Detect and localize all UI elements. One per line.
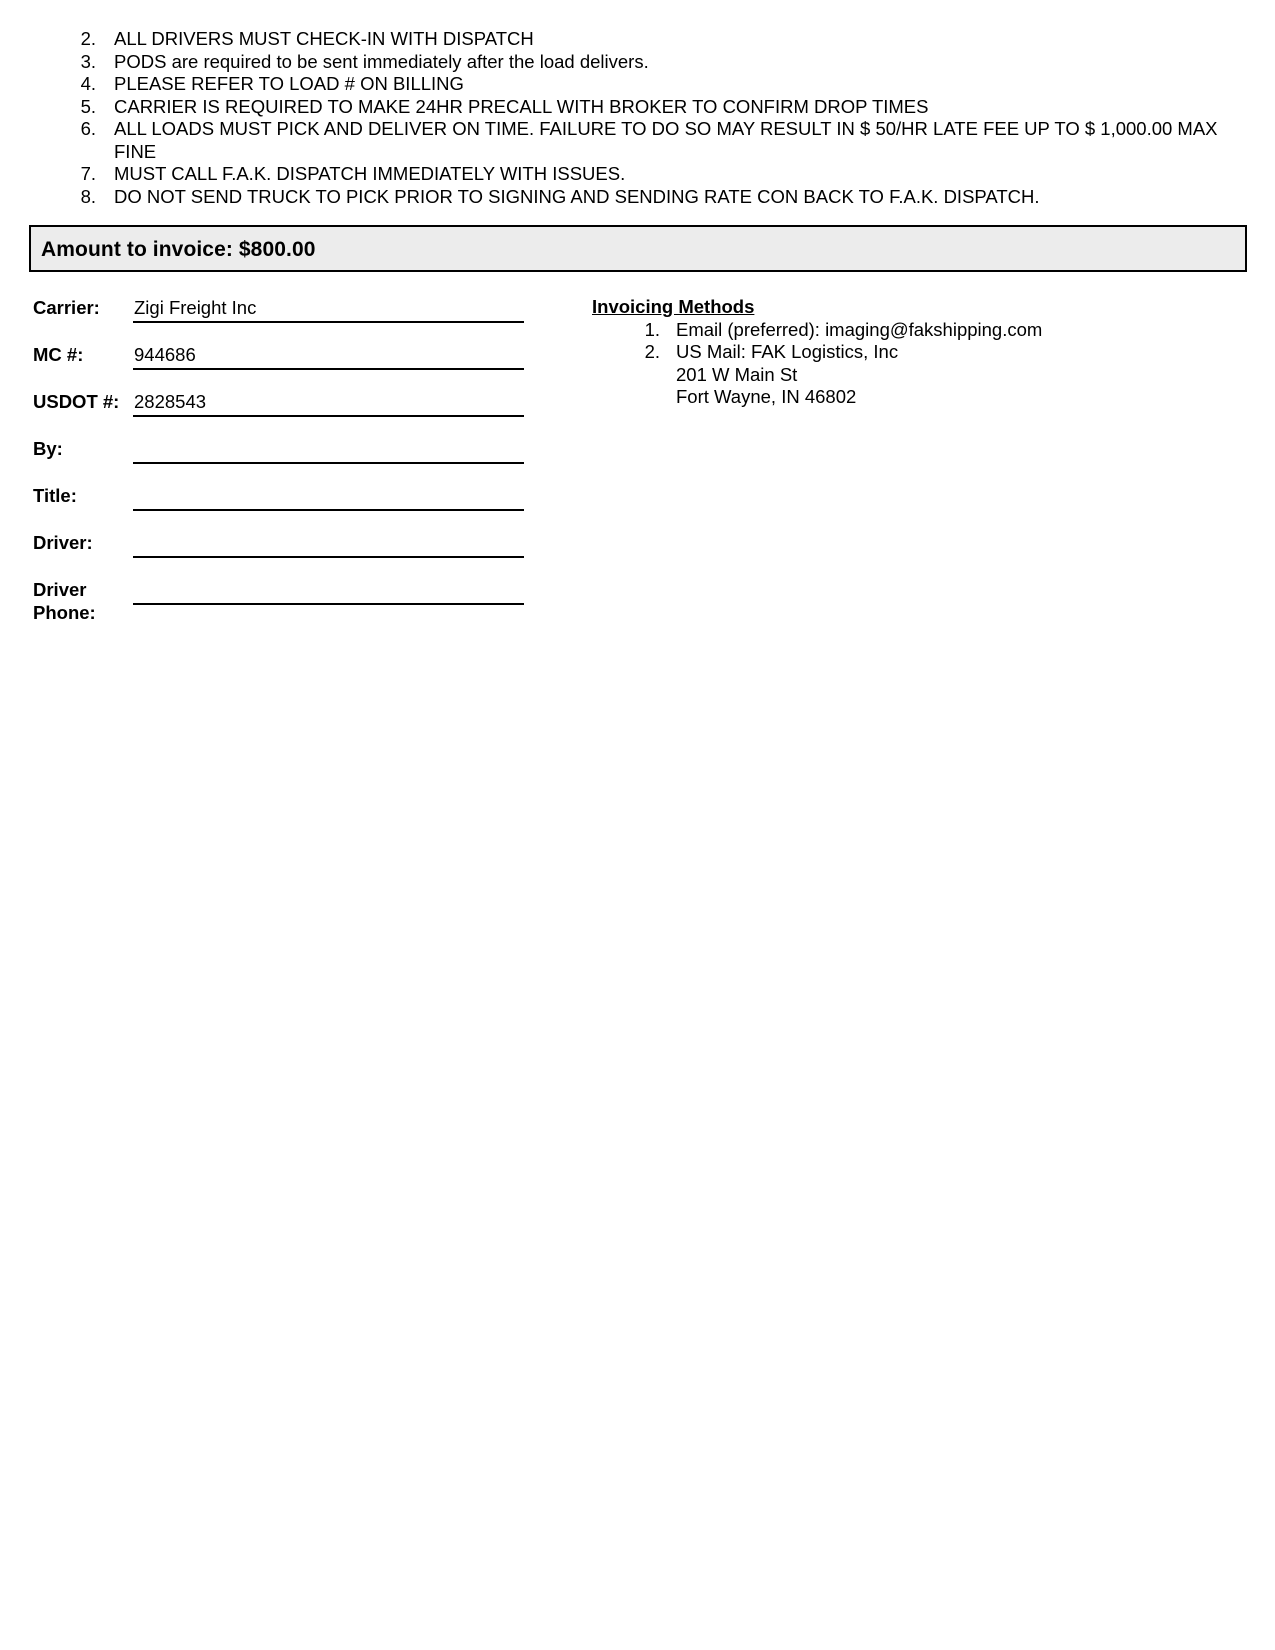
terms-item-number: 5. (80, 95, 96, 117)
title-field (33, 485, 528, 531)
terms-item-number: 2. (80, 28, 96, 49)
driver-field (33, 532, 528, 578)
usdot-number-field (33, 391, 528, 437)
mc-number-label: MC #: (33, 344, 84, 365)
terms-item-number: 4. (80, 73, 96, 94)
invoicing-method-text (676, 341, 1232, 409)
invoicing-method-text (676, 319, 1232, 342)
invoicing-mail-line: US Mail: FAK Logistics, Inc (676, 341, 899, 362)
title-underline (133, 509, 524, 511)
terms-item (70, 163, 1250, 186)
title-label: Title: (33, 485, 77, 506)
carrier-label: Carrier: (33, 297, 100, 318)
invoicing-methods-heading: Invoicing Methods (592, 296, 755, 317)
terms-item-text: MUST CALL F.A.K. DISPATCH IMMEDIATELY WITH ISSUES. (114, 163, 626, 184)
invoicing-method-item (592, 319, 1232, 342)
driver-phone-label (33, 579, 128, 624)
terms-item-text: ALL DRIVERS MUST CHECK-IN WITH DISPATCH (114, 28, 534, 49)
terms-item-number: 6. (80, 118, 96, 139)
mc-number-underline (133, 368, 524, 370)
terms-item-number: 7. (80, 163, 96, 184)
driver-phone-underline (133, 603, 524, 605)
usdot-number-underline (133, 415, 524, 417)
carrier-value[interactable]: Zigi Freight Inc (134, 297, 257, 318)
terms-list (70, 28, 1250, 208)
by-field (33, 438, 528, 484)
invoicing-method-number: 1. (644, 318, 660, 340)
by-label: By: (33, 438, 63, 459)
driver-phone-label-line1: Driver (33, 579, 87, 600)
terms-item (70, 118, 1250, 163)
terms-item-text: CARRIER IS REQUIRED TO MAKE 24HR PRECALL WITH BROKER TO CONFIRM DROP TIMES (114, 95, 929, 117)
terms-item (70, 96, 1250, 119)
terms-item-text: ALL LOADS MUST PICK AND DELIVER ON TIME. FAILURE TO DO SO MAY RESULT IN $ 50/HR LATE FEE UP TO $ 1,000.00 MAX FINE (114, 118, 1218, 162)
terms-item-text: PLEASE REFER TO LOAD # ON BILLING (114, 73, 464, 94)
terms-item (70, 73, 1250, 96)
terms-item-text: DO NOT SEND TRUCK TO PICK PRIOR TO SIGNING AND SENDING RATE CON BACK TO F.A.K. DISPATCH. (114, 185, 1040, 207)
invoicing-methods-section (592, 296, 1232, 409)
invoicing-methods-list (592, 319, 1232, 409)
terms-item (70, 186, 1250, 209)
terms-item (70, 51, 1250, 74)
driver-phone-field (33, 579, 528, 629)
invoicing-method-number: 2. (644, 341, 660, 362)
driver-label: Driver: (33, 532, 93, 553)
terms-item (70, 28, 1250, 51)
usdot-number-value[interactable]: 2828543 (134, 391, 207, 412)
amount-to-invoice-label: Amount to invoice: $800.00 (41, 238, 316, 261)
mc-number-field (33, 344, 528, 390)
amount-to-invoice-box (29, 225, 1247, 272)
invoicing-mail-street: 201 W Main St (676, 363, 798, 385)
carrier-underline (133, 321, 524, 323)
invoicing-method-item (592, 341, 1232, 409)
terms-item-text: PODS are required to be sent immediately after the load delivers. (114, 50, 649, 72)
driver-underline (133, 556, 524, 558)
invoicing-email-line: Email (preferred): imaging@fakshipping.com (676, 318, 1043, 340)
terms-item-number: 8. (80, 185, 96, 207)
mc-number-value[interactable]: 944686 (134, 344, 196, 365)
terms-item-number: 3. (80, 50, 96, 72)
invoicing-mail-city: Fort Wayne, IN 46802 (676, 386, 857, 407)
usdot-number-label: USDOT #: (33, 391, 120, 412)
carrier-field (33, 297, 528, 343)
by-underline (133, 462, 524, 464)
driver-phone-label-line2: Phone: (33, 601, 96, 623)
